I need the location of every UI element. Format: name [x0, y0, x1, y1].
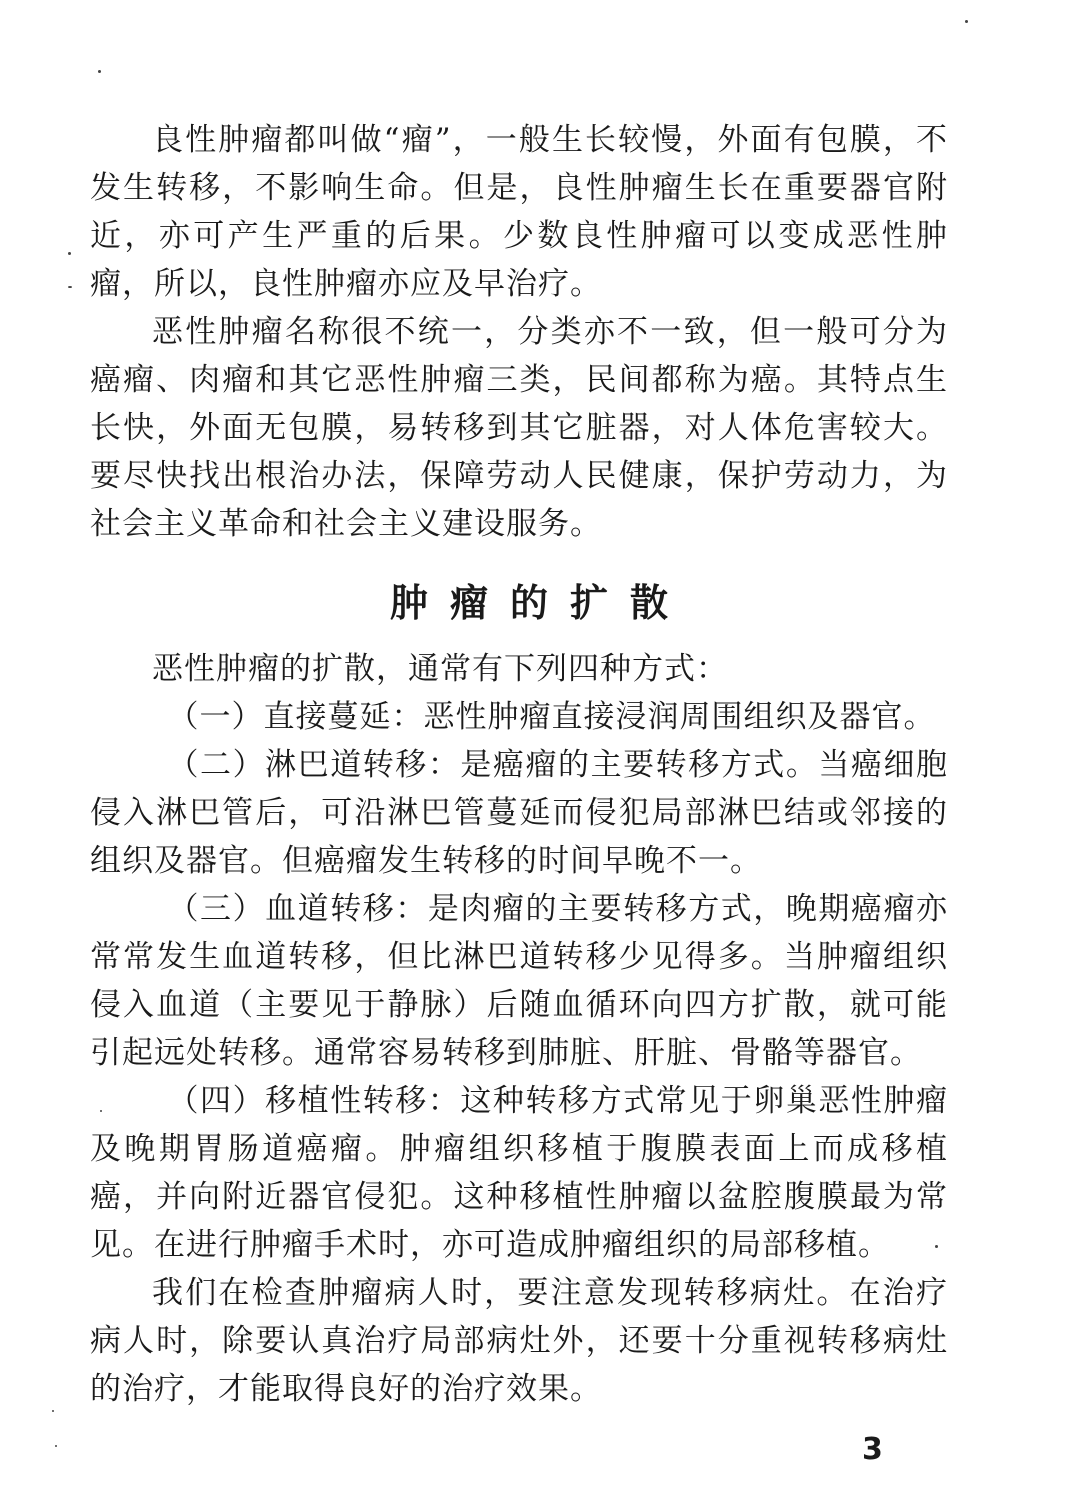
paragraph-malignant-tumors: 恶性肿瘤名称很不统一，分类亦不一致，但一般可分为癌瘤、肉瘤和其它恶性肿瘤三类，民间都称为癌。其特点生长快，外面无包膜，易转移到其它脏器，对人体危害较大。要尽快找出根治办法，保障劳动人民健康，保护劳动力，为社会主义革命和社会主义建设服务。: [90, 314, 948, 542]
scan-speck: [935, 1245, 938, 1248]
page-number: 3: [862, 1432, 883, 1467]
paragraph-lymphatic-metastasis: （二）淋巴道转移：是癌瘤的主要转移方式。当癌细胞侵入淋巴管后，可沿淋巴管蔓延而侵犯局部淋巴结或邻接的组织及器官。但癌瘤发生转移的时间早晚不一。: [90, 747, 948, 879]
paragraph-spread-intro: 恶性肿瘤的扩散，通常有下列四种方式：: [152, 651, 728, 687]
scan-speck: [68, 252, 71, 255]
scan-speck: [68, 286, 72, 288]
paragraph-benign-tumors: 良性肿瘤都叫做“瘤”，一般生长较慢，外面有包膜，不发生转移，不影响生命。但是，良性肿瘤生长在重要器官附近，亦可产生严重的后果。少数良性肿瘤可以变成恶性肿瘤，所以，良性肿瘤亦应及早治疗。: [90, 122, 948, 302]
paragraph-treatment-note: 我们在检查肿瘤病人时，要注意发现转移病灶。在治疗病人时，除要认真治疗局部病灶外，还要十分重视转移病灶的治疗，才能取得良好的治疗效果。: [90, 1275, 948, 1407]
section-2-body: [90, 645, 948, 1413]
paragraph-implantation-metastasis: （四）移植性转移：这种转移方式常见于卵巢恶性肿瘤及晚期胃肠道癌瘤。肿瘤组织移植于腹膜表面上而成移植癌，并向附近器官侵犯。这种移植性肿瘤以盆腔腹膜最为常见。在进行肿瘤手术时，亦可造成肿瘤组织的局部移植。: [90, 1083, 948, 1263]
paragraph-direct-extension: （一）直接蔓延：恶性肿瘤直接浸润周围组织及器官。: [167, 699, 936, 735]
scan-speck: [55, 1445, 57, 1447]
paragraph-hematogenous-metastasis: （三）血道转移：是肉瘤的主要转移方式，晚期癌瘤亦常常发生血道转移，但比淋巴道转移少见得多。当肿瘤组织侵入血道（主要见于静脉）后随血循环向四方扩散，就可能引起远处转移。通常容易转移到肺脏、肝脏、骨骼等器官。: [90, 891, 948, 1071]
section-1-body: [90, 116, 948, 548]
scan-speck: [52, 1410, 54, 1412]
section-heading: 肿瘤的扩散: [389, 581, 690, 625]
scan-speck: [98, 70, 101, 73]
scan-speck: [965, 20, 968, 23]
scan-speck: [100, 1110, 102, 1112]
